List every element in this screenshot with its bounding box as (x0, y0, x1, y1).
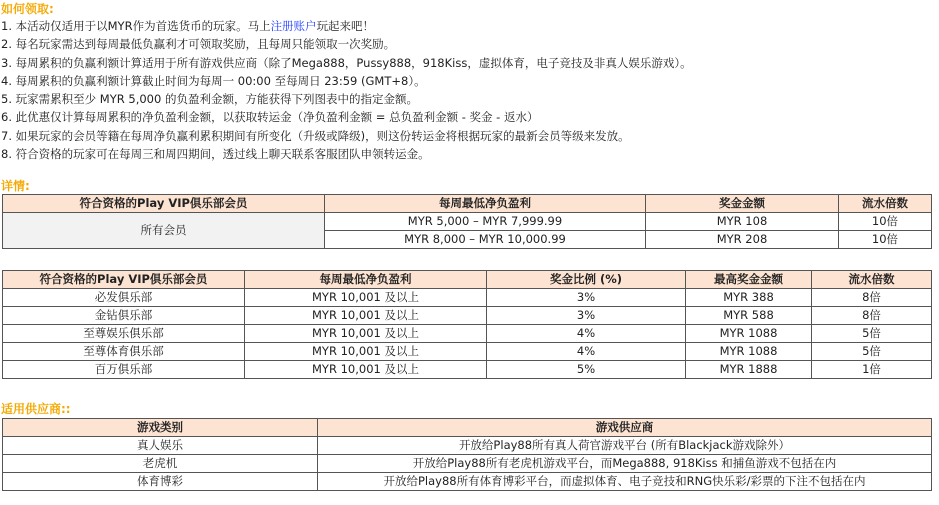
rule-item: 3. 每周累积的负赢利额计算适用于所有游戏供应商（除了Mega888，Pussy888，918Kiss，虚拟体育，电子竞技及非真人娱乐游戏）。 (1, 55, 692, 70)
providers-heading: 适用供应商:: (1, 402, 71, 416)
game-provider-cell: 开放给Play88所有真人荷官游戏平台 (所有Blackjack游戏除外） (318, 437, 932, 455)
table-header-row (3, 195, 932, 213)
register-account-link[interactable]: 注册账户 (270, 19, 317, 33)
bonus-amount-cell: MYR 108 (646, 213, 839, 231)
max-bonus-cell: MYR 1088 (686, 325, 812, 343)
game-category-cell: 体育博彩 (3, 473, 318, 491)
table-header-row (3, 271, 932, 289)
max-bonus-cell: MYR 1088 (686, 343, 812, 361)
game-category-cell: 老虎机 (3, 455, 318, 473)
rule-text: 1. 本活动仅适用于以MYR作为首选货币的玩家。马上 (1, 19, 271, 33)
column-header: 流水倍数 (812, 271, 932, 289)
table-row (3, 289, 932, 307)
max-bonus-cell: MYR 388 (686, 289, 812, 307)
rule-item: 6. 此优惠仅计算每周累积的净负盈利金额，以获取转运金（净负盈利金额 = 总负盈利金额 - 奖金 - 返水） (1, 110, 539, 125)
table-row (3, 455, 932, 473)
max-bonus-cell: MYR 588 (686, 307, 812, 325)
how-to-claim-heading: 如何领取: (1, 2, 54, 16)
column-header: 奖金比例 (%) (487, 271, 686, 289)
multiplier-cell: 8倍 (812, 307, 932, 325)
column-header: 奖金金额 (646, 195, 839, 213)
bonus-percent-cell: 3% (487, 289, 686, 307)
min-loss-cell: MYR 10,001 及以上 (245, 289, 487, 307)
rule-text-tail: 玩起来吧！ (316, 19, 375, 33)
table-row (3, 307, 932, 325)
member-cell: 金钻俱乐部 (3, 307, 245, 325)
table-row (3, 343, 932, 361)
table-row (3, 361, 932, 379)
rule-item: 7. 如果玩家的会员等籍在每周净负赢利累积期间有所变化（升级或降级)，则这份转运金将根据玩家的最新会员等级来发放。 (1, 128, 630, 143)
member-cell: 至尊娱乐俱乐部 (3, 325, 245, 343)
table-header-row (3, 419, 932, 437)
column-header: 每周最低净负盈利 (325, 195, 646, 213)
table-row (3, 213, 932, 231)
table-row (3, 473, 932, 491)
rule-item (1, 17, 931, 35)
column-header: 符合资格的Play VIP俱乐部会员 (3, 271, 245, 289)
rule-item: 4. 每周累积的负赢利额计算截止时间为每周一 00:00 至每周日 23:59 (GMT+8）。 (1, 73, 426, 88)
bonus-percent-cell: 4% (487, 343, 686, 361)
multiplier-cell: 8倍 (812, 289, 932, 307)
bonus-percentage-table (2, 270, 932, 379)
column-header: 每周最低净负盈利 (245, 271, 487, 289)
game-provider-cell: 开放给Play88所有老虎机游戏平台，而Mega888, 918Kiss 和捕鱼游戏不包括在内 (318, 455, 932, 473)
table-row (3, 437, 932, 455)
game-category-cell: 真人娱乐 (3, 437, 318, 455)
multiplier-cell: 5倍 (812, 325, 932, 343)
bonus-percent-cell: 5% (487, 361, 686, 379)
providers-table (2, 418, 932, 491)
bonus-percent-cell: 4% (487, 325, 686, 343)
column-header: 符合资格的Play VIP俱乐部会员 (3, 195, 325, 213)
bonus-amount-table (2, 194, 932, 249)
multiplier-cell: 5倍 (812, 343, 932, 361)
rule-item: 5. 玩家需累积至少 MYR 5,000 的负盈利金额，方能获得下列图表中的指定金额。 (1, 92, 418, 107)
member-cell: 至尊体育俱乐部 (3, 343, 245, 361)
min-loss-cell: MYR 8,000 – MYR 10,000.99 (325, 231, 646, 249)
min-loss-cell: MYR 10,001 及以上 (245, 307, 487, 325)
details-heading: 详情: (1, 179, 30, 193)
min-loss-cell: MYR 10,001 及以上 (245, 325, 487, 343)
bonus-amount-cell: MYR 208 (646, 231, 839, 249)
column-header: 游戏类别 (3, 419, 318, 437)
min-loss-cell: MYR 10,001 及以上 (245, 361, 487, 379)
multiplier-cell: 10倍 (839, 213, 932, 231)
multiplier-cell: 10倍 (839, 231, 932, 249)
column-header: 流水倍数 (839, 195, 932, 213)
game-provider-cell: 开放给Play88所有体育博彩平台，而虚拟体育、电子竞技和RNG快乐彩/彩票的下注不包括在内 (318, 473, 932, 491)
member-group-cell: 所有会员 (3, 213, 325, 249)
min-loss-cell: MYR 10,001 及以上 (245, 343, 487, 361)
max-bonus-cell: MYR 1888 (686, 361, 812, 379)
rule-item: 2. 每名玩家需达到每周最低负赢利才可领取奖励，且每周只能领取一次奖励。 (1, 37, 396, 52)
min-loss-cell: MYR 5,000 – MYR 7,999.99 (325, 213, 646, 231)
member-cell: 百万俱乐部 (3, 361, 245, 379)
rules-list (1, 17, 931, 163)
bonus-percent-cell: 3% (487, 307, 686, 325)
table-row (3, 325, 932, 343)
column-header: 游戏供应商 (318, 419, 932, 437)
rule-item: 8. 符合资格的玩家可在每周三和周四期间，透过线上聊天联系客服团队申领转运金。 (1, 147, 430, 162)
multiplier-cell: 1倍 (812, 361, 932, 379)
column-header: 最高奖金金额 (686, 271, 812, 289)
member-cell: 必发俱乐部 (3, 289, 245, 307)
